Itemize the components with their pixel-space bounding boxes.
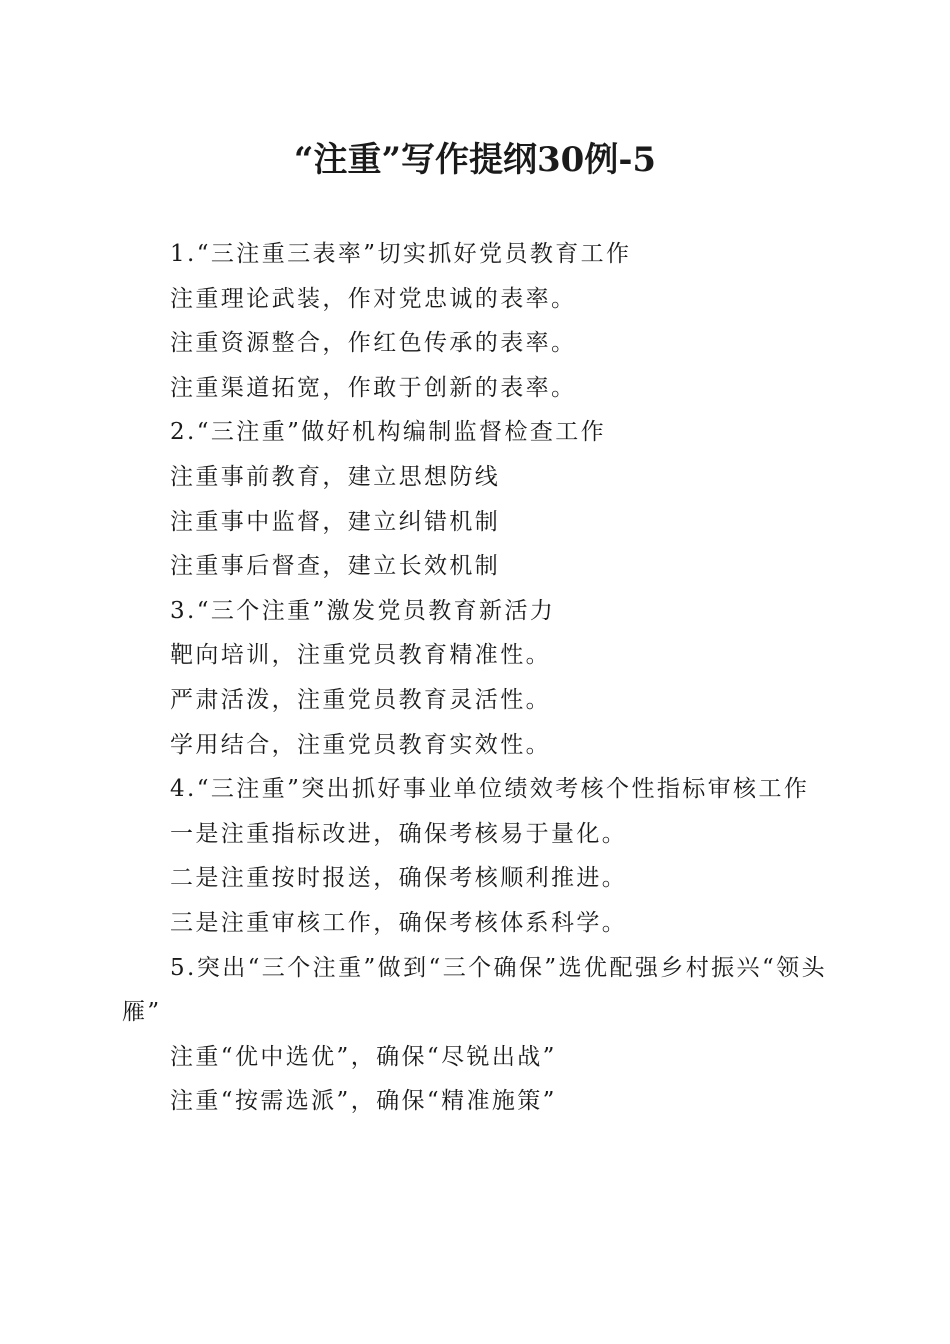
paragraph: 4.“三注重”突出抓好事业单位绩效考核个性指标审核工作 [170, 776, 810, 803]
paragraph: 注重理论武装，作对党忠诚的表率。 [170, 285, 577, 312]
paragraph: 5.突出“三个注重”做到“三个确保”选优配强乡村振兴“领头雁” [122, 954, 827, 1026]
document-body [122, 232, 827, 1124]
paragraph: 注重“按需选派”，确保“精准施策” [170, 1088, 557, 1115]
document-title: “注重”写作提纲30例-5 [293, 140, 657, 180]
paragraph: 严肃活泼，注重党员教育灵活性。 [170, 686, 551, 713]
paragraph: 靶向培训，注重党员教育精准性。 [170, 642, 551, 669]
paragraph: 注重资源整合，作红色传承的表率。 [170, 330, 577, 357]
paragraph: 注重“优中选优”，确保“尽锐出战” [170, 1043, 557, 1070]
paragraph: 1.“三注重三表率”切实抓好党员教育工作 [170, 241, 632, 267]
paragraph: 学用结合，注重党员教育实效性。 [170, 731, 551, 758]
paragraph: 注重渠道拓宽，作敢于创新的表率。 [170, 374, 577, 401]
paragraph: 二是注重按时报送，确保考核顺利推进。 [170, 865, 628, 892]
paragraph: 三是注重审核工作，确保考核体系科学。 [170, 909, 628, 936]
paragraph: 2.“三注重”做好机构编制监督检查工作 [170, 419, 607, 446]
paragraph: 注重事前教育，建立思想防线 [170, 463, 501, 490]
paragraph: 3.“三个注重”激发党员教育新活力 [170, 597, 556, 624]
paragraph: 注重事中监督，建立纠错机制 [170, 508, 501, 535]
paragraph: 一是注重指标改进，确保考核易于量化。 [170, 820, 628, 847]
paragraph: 注重事后督查，建立长效机制 [170, 553, 501, 580]
